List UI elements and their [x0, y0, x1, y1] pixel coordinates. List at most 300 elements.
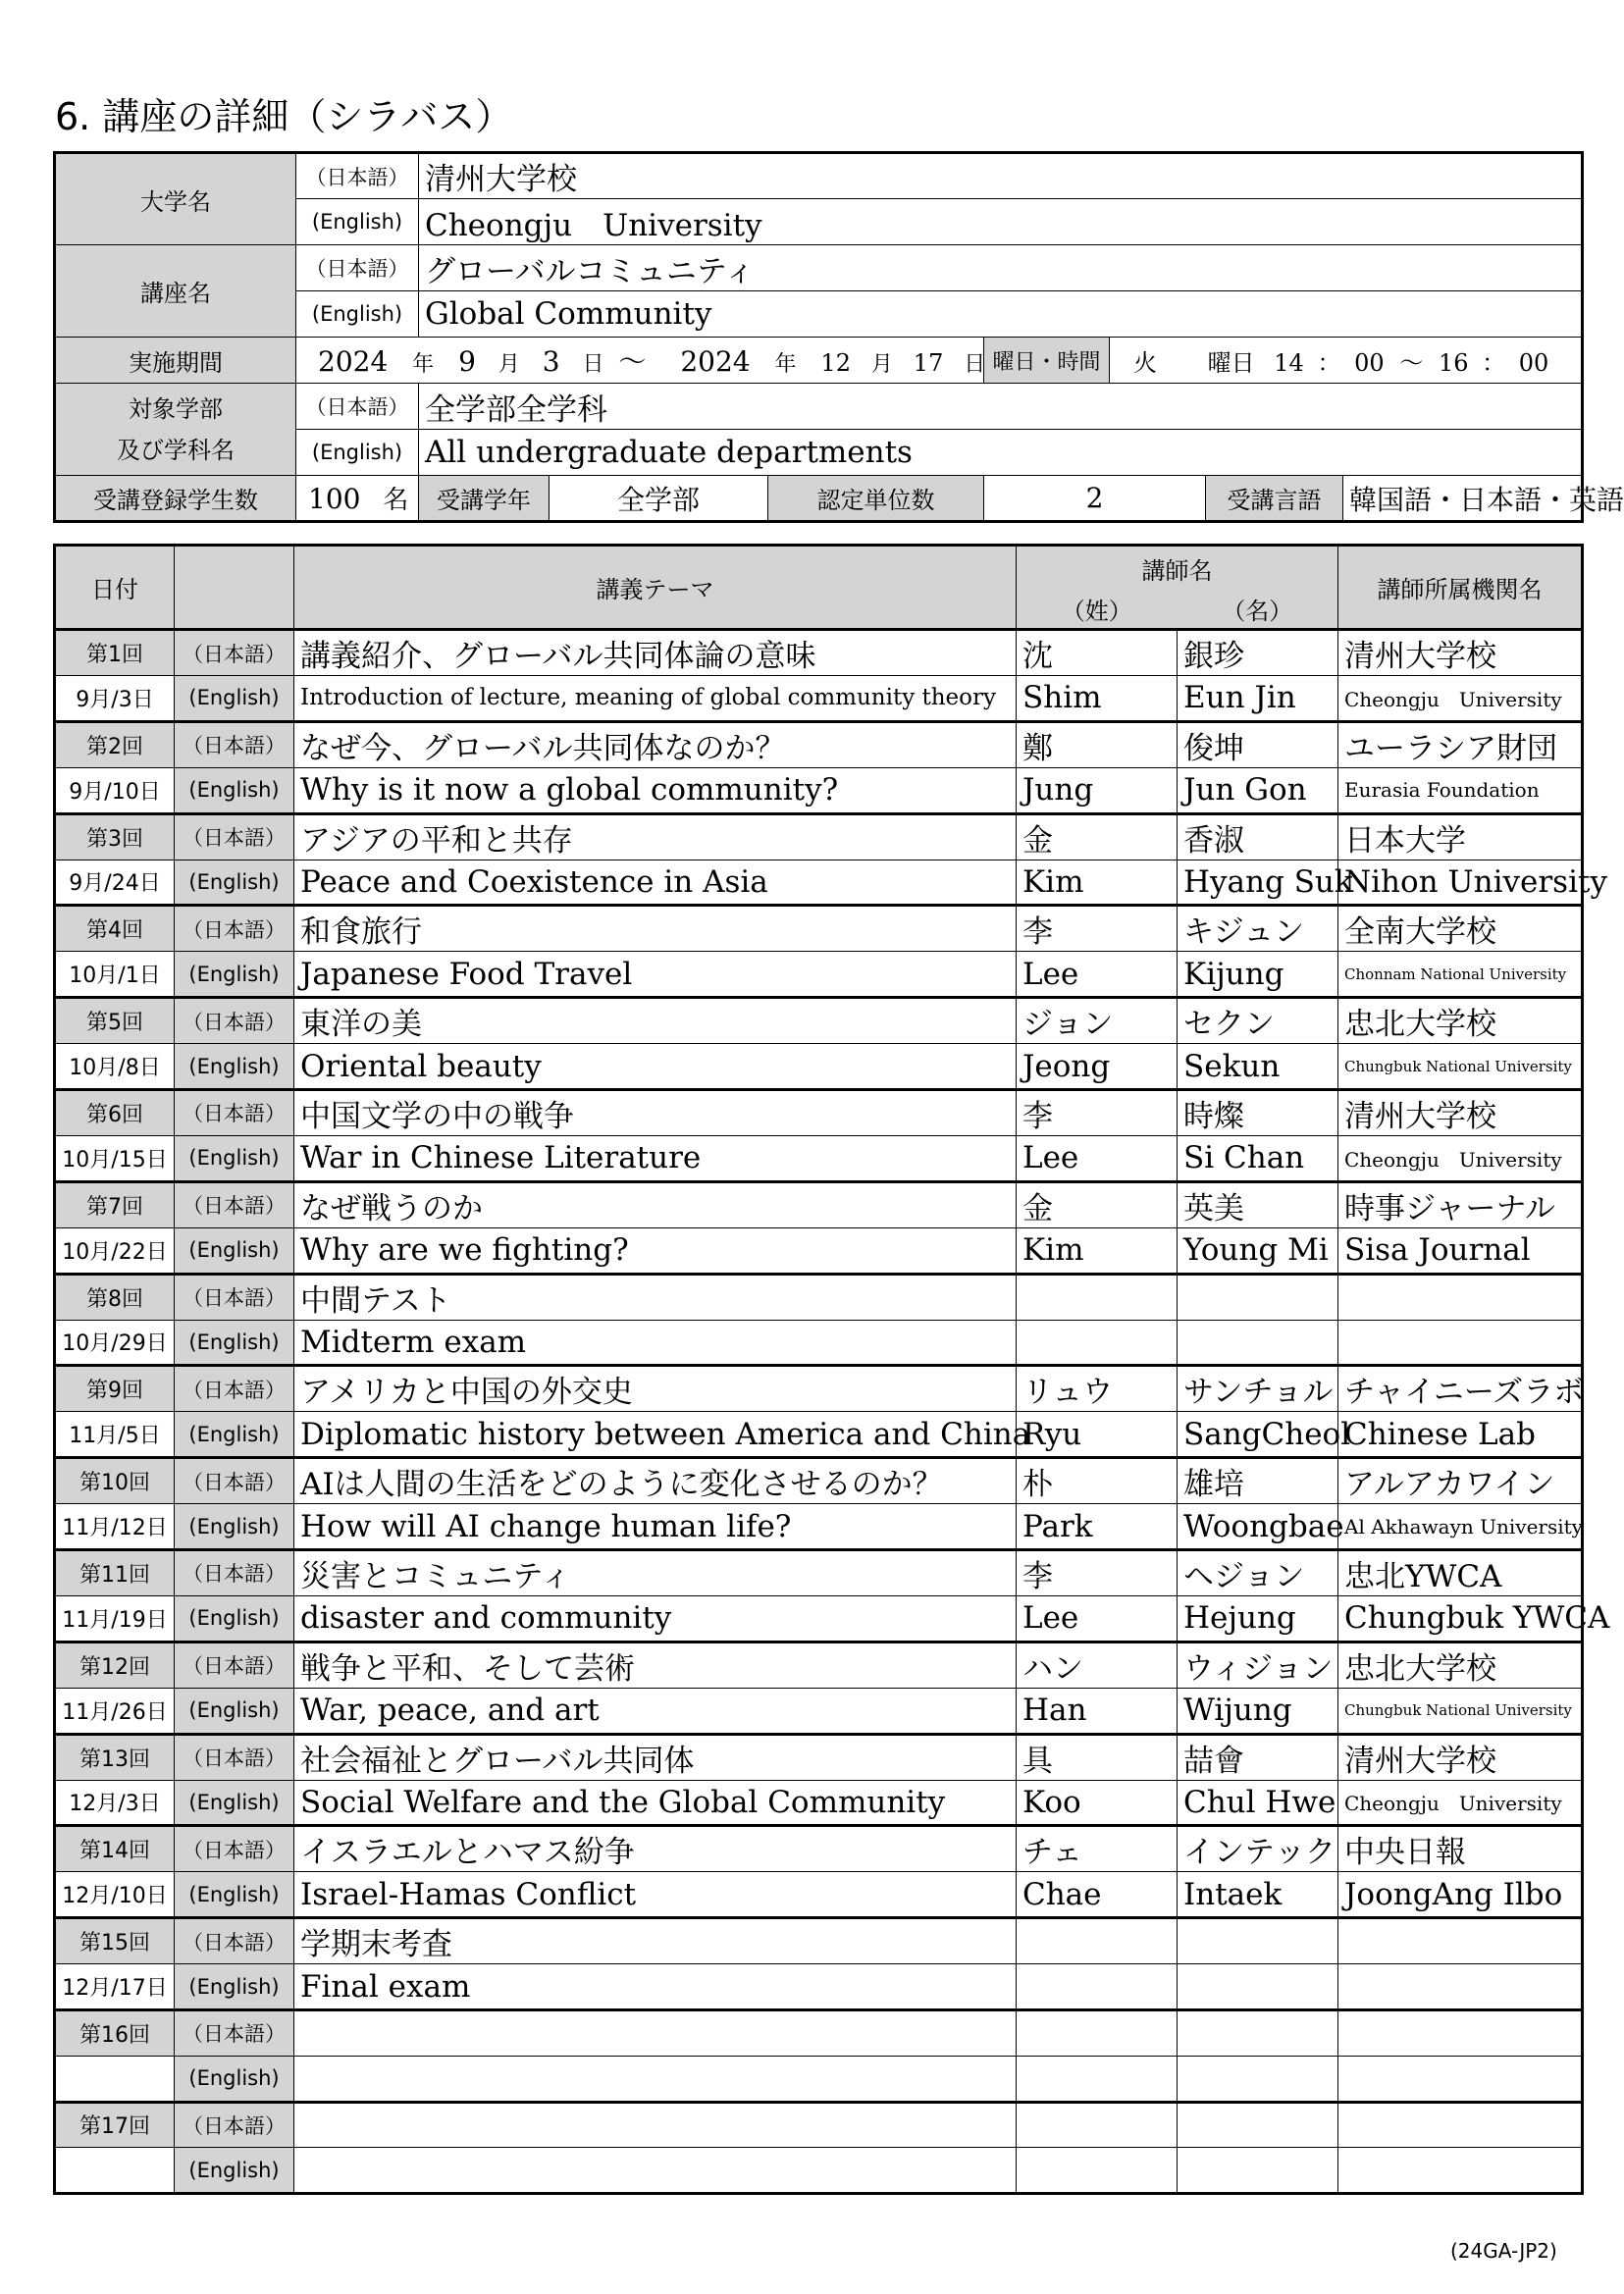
- given-name-en: [1178, 2148, 1338, 2194]
- theme-ja: [294, 2009, 1017, 2056]
- year-unit: 年: [774, 352, 797, 377]
- lang-label-en: (English): [175, 1044, 294, 1090]
- surname-ja: リュウ: [1017, 1366, 1178, 1412]
- lecture-number: 第9回: [55, 1366, 175, 1412]
- lecture-date: 10月/1日: [55, 952, 175, 998]
- surname-en: Kim: [1017, 1227, 1178, 1274]
- given-name-en: Intaek: [1178, 1872, 1338, 1918]
- affiliation-en: [1338, 2056, 1583, 2102]
- theme-en: Final exam: [294, 1964, 1017, 2010]
- lang-label-en: (English): [296, 291, 419, 338]
- faculty-label: [55, 384, 296, 476]
- lecture-number: 第11回: [55, 1549, 175, 1595]
- start-day: 3: [542, 345, 560, 378]
- surname-ja: 鄭: [1017, 721, 1178, 767]
- students-value: [296, 476, 419, 522]
- given-name-ja: 銀珍: [1178, 630, 1338, 676]
- surname-ja: 具: [1017, 1734, 1178, 1780]
- lang-label-ja: （日本語）: [175, 1734, 294, 1780]
- given-name-en: SangCheol: [1178, 1412, 1338, 1458]
- lang-label-en: (English): [175, 1872, 294, 1918]
- lecture-rows: [55, 630, 1610, 2194]
- given-name-en: Eun Jin: [1178, 676, 1338, 722]
- given-name-ja: ヘジョン: [1178, 1549, 1338, 1595]
- day-unit: 日: [582, 352, 604, 377]
- theme-ja: 学期末考査: [294, 1918, 1017, 1964]
- lecture-row-en: [55, 1872, 1583, 1918]
- given-name-en: [1178, 1964, 1338, 2010]
- lang-label-ja: （日本語）: [175, 1089, 294, 1135]
- header-given-name: （名）: [1178, 591, 1338, 630]
- given-name-en: Chul Hwe: [1178, 1780, 1338, 1826]
- lecture-date: 11月/26日: [55, 1688, 175, 1734]
- lecture-number: 第1回: [55, 630, 175, 676]
- lang-label-ja: （日本語）: [175, 1549, 294, 1595]
- affiliation-en: Al Akhawayn University: [1338, 1504, 1583, 1550]
- schedule-label: 曜日・時間: [984, 338, 1110, 384]
- given-name-en: Sekun: [1178, 1044, 1338, 1090]
- lecture-row-ja: [55, 1826, 1583, 1872]
- affiliation-en: [1338, 1320, 1583, 1366]
- lang-label-ja: （日本語）: [175, 1181, 294, 1227]
- lang-label-en: (English): [175, 1135, 294, 1181]
- affiliation-en: Sisa Journal: [1338, 1227, 1583, 1274]
- course-name-ja: グローバルコミュニティ: [419, 245, 1583, 291]
- theme-ja: 社会福祉とグローバル共同体: [294, 1734, 1017, 1780]
- lecture-date: [55, 2056, 175, 2102]
- lang-label-ja: （日本語）: [296, 245, 419, 291]
- weekday: 火: [1133, 348, 1157, 377]
- theme-ja: AIは人間の生活をどのように変化させるのか？: [294, 1458, 1017, 1504]
- lecture-row-ja: [55, 1458, 1583, 1504]
- lang-label-ja: （日本語）: [175, 1366, 294, 1412]
- lecture-row-ja: [55, 630, 1583, 676]
- lecture-row-ja: [55, 1642, 1583, 1688]
- affiliation-ja: 清州大学校: [1338, 1734, 1583, 1780]
- lecture-row-en: [55, 1412, 1583, 1458]
- given-name-ja: インテック: [1178, 1826, 1338, 1872]
- theme-ja: アメリカと中国の外交史: [294, 1366, 1017, 1412]
- given-name-ja: [1178, 1274, 1338, 1320]
- lang-label-en: (English): [175, 1964, 294, 2010]
- start-month: 9: [458, 345, 476, 378]
- affiliation-ja: [1338, 2102, 1583, 2148]
- theme-en: Why is it now a global community?: [294, 767, 1017, 813]
- surname-ja: 金: [1017, 1181, 1178, 1227]
- given-name-en: Jun Gon: [1178, 767, 1338, 813]
- surname-en: Chae: [1017, 1872, 1178, 1918]
- year-label: 受講学年: [419, 476, 550, 522]
- header-affiliation: 講師所属機関名: [1338, 546, 1583, 630]
- affiliation-ja: 清州大学校: [1338, 630, 1583, 676]
- lang-label-ja: （日本語）: [296, 153, 419, 199]
- affiliation-en: Cheongju University: [1338, 1135, 1583, 1181]
- lecture-date: 12月/17日: [55, 1964, 175, 2010]
- lecture-row-en: [55, 2148, 1583, 2194]
- month-unit: 月: [498, 352, 520, 377]
- surname-en: Lee: [1017, 952, 1178, 998]
- surname-en: Koo: [1017, 1780, 1178, 1826]
- lang-label-ja: （日本語）: [175, 998, 294, 1044]
- given-name-en: Kijung: [1178, 952, 1338, 998]
- lang-label-en: (English): [175, 1227, 294, 1274]
- given-name-ja: 俊坤: [1178, 721, 1338, 767]
- lecture-row-ja: [55, 1274, 1583, 1320]
- lang-label-en: (English): [175, 767, 294, 813]
- lecture-date: 11月/5日: [55, 1412, 175, 1458]
- theme-en: Diplomatic history between America and China: [294, 1412, 1017, 1458]
- surname-en: [1017, 2056, 1178, 2102]
- month-unit: 月: [870, 352, 893, 377]
- surname-en: [1017, 2148, 1178, 2194]
- lecture-number: 第2回: [55, 721, 175, 767]
- lang-label-ja: （日本語）: [175, 721, 294, 767]
- surname-ja: 李: [1017, 1549, 1178, 1595]
- lecture-number: 第6回: [55, 1089, 175, 1135]
- time-start-minute: 00: [1354, 348, 1385, 377]
- theme-ja: 講義紹介、グローバル共同体論の意味: [294, 630, 1017, 676]
- surname-en: Han: [1017, 1688, 1178, 1734]
- affiliation-ja: [1338, 2009, 1583, 2056]
- lecture-number: 第16回: [55, 2009, 175, 2056]
- lang-label-en: (English): [296, 199, 419, 245]
- lecture-date: 10月/22日: [55, 1227, 175, 1274]
- lecture-date: 12月/3日: [55, 1780, 175, 1826]
- page-title: 6. 講座の詳細（シラバス）: [55, 95, 513, 138]
- time-colon: ：: [1317, 348, 1341, 377]
- surname-ja: チェ: [1017, 1826, 1178, 1872]
- lang-label-ja: （日本語）: [175, 1918, 294, 1964]
- theme-en: [294, 2148, 1017, 2194]
- lecture-row-en: [55, 1964, 1583, 2010]
- lecture-row-ja: [55, 721, 1583, 767]
- affiliation-ja: 日本大学: [1338, 813, 1583, 860]
- affiliation-ja: ユーラシア財団: [1338, 721, 1583, 767]
- theme-ja: イスラエルとハマス紛争: [294, 1826, 1017, 1872]
- lang-label-en: (English): [175, 2148, 294, 2194]
- affiliation-ja: チャイニーズラボ: [1338, 1366, 1583, 1412]
- lang-label-ja: （日本語）: [296, 384, 419, 430]
- given-name-en: [1178, 2056, 1338, 2102]
- affiliation-ja: [1338, 1274, 1583, 1320]
- theme-en: War, peace, and art: [294, 1688, 1017, 1734]
- theme-ja: 中国文学の中の戦争: [294, 1089, 1017, 1135]
- lang-label-en: (English): [175, 676, 294, 722]
- affiliation-en: Chinese Lab: [1338, 1412, 1583, 1458]
- time-colon: ：: [1482, 348, 1506, 377]
- lecture-row-en: [55, 1595, 1583, 1642]
- surname-ja: 沈: [1017, 630, 1178, 676]
- lang-label-en: (English): [175, 860, 294, 906]
- lang-label-ja: （日本語）: [175, 1458, 294, 1504]
- time-end-hour: 16: [1438, 348, 1469, 377]
- lecture-row-en: [55, 952, 1583, 998]
- affiliation-ja: 清州大学校: [1338, 1089, 1583, 1135]
- lecture-row-en: [55, 676, 1583, 722]
- language-label: 受講言語: [1206, 476, 1343, 522]
- affiliation-ja: アルアカワイン: [1338, 1458, 1583, 1504]
- header-theme: 講義テーマ: [294, 546, 1017, 630]
- language-value: 韓国語・日本語・英語: [1343, 476, 1583, 522]
- given-name-ja: [1178, 2009, 1338, 2056]
- theme-en: Social Welfare and the Global Community: [294, 1780, 1017, 1826]
- given-name-en: Woongbae: [1178, 1504, 1338, 1550]
- lecture-number: 第14回: [55, 1826, 175, 1872]
- given-name-en: Hejung: [1178, 1595, 1338, 1642]
- lang-label-ja: （日本語）: [175, 630, 294, 676]
- lang-label-en: (English): [175, 1412, 294, 1458]
- lecture-row-en: [55, 1688, 1583, 1734]
- surname-en: Ryu: [1017, 1412, 1178, 1458]
- lecture-number: 第12回: [55, 1642, 175, 1688]
- affiliation-en: Chungbuk National University: [1338, 1044, 1583, 1090]
- lecture-row-ja: [55, 906, 1583, 952]
- header-language: [175, 546, 294, 630]
- lang-label-ja: （日本語）: [175, 1274, 294, 1320]
- lecture-schedule-table: [53, 544, 1610, 2195]
- theme-en: Japanese Food Travel: [294, 952, 1017, 998]
- surname-en: Jeong: [1017, 1044, 1178, 1090]
- lecture-row-ja: [55, 2009, 1583, 2056]
- affiliation-en: Chonnam National University: [1338, 952, 1583, 998]
- header-surname: （姓）: [1017, 591, 1178, 630]
- faculty-ja: 全学部全学科: [419, 384, 1583, 430]
- affiliation-ja: [1338, 1918, 1583, 1964]
- affiliation-ja: 忠北大学校: [1338, 998, 1583, 1044]
- year-value: 全学部: [550, 476, 768, 522]
- lecture-number: 第3回: [55, 813, 175, 860]
- affiliation-en: Eurasia Foundation: [1338, 767, 1583, 813]
- lecture-row-en: [55, 767, 1583, 813]
- lecture-number: 第10回: [55, 1458, 175, 1504]
- surname-en: Kim: [1017, 860, 1178, 906]
- end-day: 17: [913, 349, 944, 377]
- lecture-number: 第13回: [55, 1734, 175, 1780]
- lecture-number: 第8回: [55, 1274, 175, 1320]
- surname-en: [1017, 1964, 1178, 2010]
- given-name-ja: 雄培: [1178, 1458, 1338, 1504]
- course-label: 講座名: [55, 245, 296, 338]
- surname-ja: 李: [1017, 906, 1178, 952]
- course-name-en: Global Community: [419, 291, 1583, 338]
- lecture-row-en: [55, 1227, 1583, 1274]
- header-lecturer: 講師名: [1017, 546, 1338, 591]
- surname-ja: [1017, 2009, 1178, 2056]
- theme-ja: [294, 2102, 1017, 2148]
- lecture-row-en: [55, 2056, 1583, 2102]
- given-name-ja: [1178, 2102, 1338, 2148]
- schedule-value: [1110, 338, 1583, 384]
- day-unit: 日: [964, 352, 986, 377]
- theme-ja: 戦争と平和、そして芸術: [294, 1642, 1017, 1688]
- affiliation-en: JoongAng Ilbo: [1338, 1872, 1583, 1918]
- given-name-ja: [1178, 1918, 1338, 1964]
- lecture-row-ja: [55, 813, 1583, 860]
- end-year: 2024: [680, 345, 751, 378]
- theme-en: disaster and community: [294, 1595, 1017, 1642]
- given-name-ja: サンチョル: [1178, 1366, 1338, 1412]
- lecture-row-ja: [55, 1549, 1583, 1595]
- given-name-ja: 喆會: [1178, 1734, 1338, 1780]
- lecture-row-en: [55, 1044, 1583, 1090]
- start-year: 2024: [318, 345, 389, 378]
- year-unit: 年: [412, 352, 435, 377]
- affiliation-en: Cheongju University: [1338, 1780, 1583, 1826]
- lecture-date: 10月/15日: [55, 1135, 175, 1181]
- surname-ja: ジョン: [1017, 998, 1178, 1044]
- lang-label-en: (English): [175, 1504, 294, 1550]
- lecture-number: 第5回: [55, 998, 175, 1044]
- surname-ja: [1017, 2102, 1178, 2148]
- theme-ja: 災害とコミュニティ: [294, 1549, 1017, 1595]
- period-value: [296, 338, 984, 384]
- surname-ja: [1017, 1274, 1178, 1320]
- lang-label-ja: （日本語）: [175, 2102, 294, 2148]
- affiliation-ja: 全南大学校: [1338, 906, 1583, 952]
- faculty-label-line2: 及び学科名: [117, 436, 235, 464]
- theme-en: [294, 2056, 1017, 2102]
- lecture-row-en: [55, 860, 1583, 906]
- given-name-ja: ウィジョン: [1178, 1642, 1338, 1688]
- period-tilde: ～: [618, 345, 647, 378]
- lecture-row-ja: [55, 1734, 1583, 1780]
- lecture-row-en: [55, 1780, 1583, 1826]
- period-label: 実施期間: [55, 338, 296, 384]
- lecture-row-ja: [55, 1918, 1583, 1964]
- lang-label-ja: （日本語）: [175, 1642, 294, 1688]
- affiliation-en: Chungbuk National University: [1338, 1688, 1583, 1734]
- credits-label: 認定単位数: [768, 476, 984, 522]
- affiliation-ja: 忠北YWCA: [1338, 1549, 1583, 1595]
- time-tilde: ～: [1399, 348, 1424, 377]
- surname-ja: 李: [1017, 1089, 1178, 1135]
- course-info-table: [53, 151, 1624, 523]
- theme-en: Midterm exam: [294, 1320, 1017, 1366]
- university-name-en: Cheongju University: [419, 199, 1583, 245]
- surname-en: Shim: [1017, 676, 1178, 722]
- theme-ja: アジアの平和と共存: [294, 813, 1017, 860]
- lecture-date: 11月/19日: [55, 1595, 175, 1642]
- lecture-date: 9月/24日: [55, 860, 175, 906]
- lecture-date: 10月/29日: [55, 1320, 175, 1366]
- given-name-ja: 英美: [1178, 1181, 1338, 1227]
- affiliation-ja: 中央日報: [1338, 1826, 1583, 1872]
- surname-en: Park: [1017, 1504, 1178, 1550]
- faculty-label-line1: 対象学部: [129, 394, 223, 423]
- time-start-hour: 14: [1274, 348, 1304, 377]
- lang-label-en: (English): [175, 1780, 294, 1826]
- lecture-date: [55, 2148, 175, 2194]
- lecture-date: 12月/10日: [55, 1872, 175, 1918]
- lecture-row-ja: [55, 1181, 1583, 1227]
- lang-label-ja: （日本語）: [175, 2009, 294, 2056]
- lang-label-en: (English): [175, 2056, 294, 2102]
- lang-label-ja: （日本語）: [175, 906, 294, 952]
- affiliation-ja: 時事ジャーナル: [1338, 1181, 1583, 1227]
- affiliation-en: Cheongju University: [1338, 676, 1583, 722]
- given-name-ja: セクン: [1178, 998, 1338, 1044]
- lang-label-en: (English): [175, 1320, 294, 1366]
- lecture-row-en: [55, 1504, 1583, 1550]
- lecture-row-ja: [55, 1089, 1583, 1135]
- theme-en: Oriental beauty: [294, 1044, 1017, 1090]
- end-month: 12: [820, 349, 851, 377]
- surname-en: Lee: [1017, 1135, 1178, 1181]
- lang-label-en: (English): [175, 1595, 294, 1642]
- surname-en: Lee: [1017, 1595, 1178, 1642]
- lecture-number: 第4回: [55, 906, 175, 952]
- given-name-ja: 香淑: [1178, 813, 1338, 860]
- theme-en: Peace and Coexistence in Asia: [294, 860, 1017, 906]
- lang-label-ja: （日本語）: [175, 813, 294, 860]
- lecture-number: 第7回: [55, 1181, 175, 1227]
- weekday-unit: 曜日: [1207, 348, 1255, 377]
- given-name-en: Young Mi: [1178, 1227, 1338, 1274]
- affiliation-en: Chungbuk YWCA: [1338, 1595, 1583, 1642]
- lecture-row-ja: [55, 1366, 1583, 1412]
- affiliation-en: [1338, 2148, 1583, 2194]
- given-name-ja: 時燦: [1178, 1089, 1338, 1135]
- surname-ja: [1017, 1918, 1178, 1964]
- theme-en: Israel-Hamas Conflict: [294, 1872, 1017, 1918]
- lecture-date: 11月/12日: [55, 1504, 175, 1550]
- lecture-number: 第15回: [55, 1918, 175, 1964]
- students-count: 100: [308, 483, 361, 515]
- theme-en: Introduction of lecture, meaning of global community theory: [294, 676, 1017, 722]
- given-name-en: Wijung: [1178, 1688, 1338, 1734]
- students-label: 受講登録学生数: [55, 476, 296, 522]
- theme-ja: 和食旅行: [294, 906, 1017, 952]
- theme-ja: 東洋の美: [294, 998, 1017, 1044]
- lecture-row-en: [55, 1135, 1583, 1181]
- given-name-en: [1178, 1320, 1338, 1366]
- theme-ja: なぜ戦うのか: [294, 1181, 1017, 1227]
- surname-en: [1017, 1320, 1178, 1366]
- lecture-number: 第17回: [55, 2102, 175, 2148]
- lecture-row-ja: [55, 2102, 1583, 2148]
- theme-ja: 中間テスト: [294, 1274, 1017, 1320]
- surname-ja: 朴: [1017, 1458, 1178, 1504]
- header-date: 日付: [55, 546, 175, 630]
- students-unit: 名: [383, 486, 409, 515]
- university-label: 大学名: [55, 153, 296, 245]
- lang-label-en: (English): [175, 952, 294, 998]
- theme-en: How will AI change human life?: [294, 1504, 1017, 1550]
- form-code: (24GA-JP2): [1450, 2239, 1557, 2263]
- given-name-en: Hyang Suk: [1178, 860, 1338, 906]
- surname-ja: 金: [1017, 813, 1178, 860]
- theme-en: Why are we fighting?: [294, 1227, 1017, 1274]
- lecture-row-ja: [55, 998, 1583, 1044]
- surname-en: Jung: [1017, 767, 1178, 813]
- lecture-row-en: [55, 1320, 1583, 1366]
- theme-ja: なぜ今、グローバル共同体なのか？: [294, 721, 1017, 767]
- lang-label-en: (English): [175, 1688, 294, 1734]
- affiliation-en: Nihon University: [1338, 860, 1583, 906]
- surname-ja: ハン: [1017, 1642, 1178, 1688]
- given-name-en: Si Chan: [1178, 1135, 1338, 1181]
- time-end-minute: 00: [1518, 348, 1549, 377]
- faculty-en: All undergraduate departments: [419, 430, 1583, 476]
- lang-label-ja: （日本語）: [175, 1826, 294, 1872]
- theme-en: War in Chinese Literature: [294, 1135, 1017, 1181]
- lang-label-en: (English): [296, 430, 419, 476]
- lecture-date: 9月/3日: [55, 676, 175, 722]
- affiliation-en: [1338, 1964, 1583, 2010]
- lecture-date: 10月/8日: [55, 1044, 175, 1090]
- university-name-ja: 清州大学校: [419, 153, 1583, 199]
- given-name-ja: キジュン: [1178, 906, 1338, 952]
